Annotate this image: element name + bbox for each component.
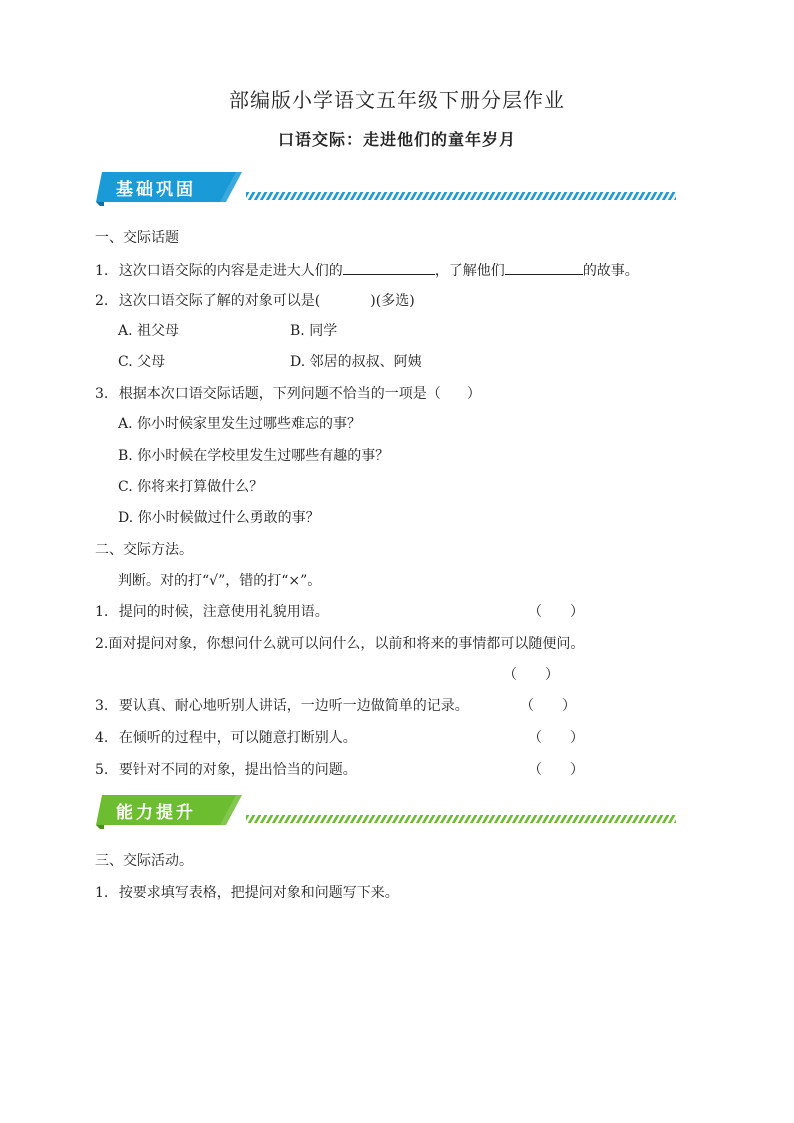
part2-intro: 判断。对的打“√”，错的打“×”。 xyxy=(118,573,322,589)
option-a: A. 祖父母 xyxy=(118,323,180,339)
judge-item-2: 2.面对提问对象，你想问什么就可以问什么，以前和将来的事情都可以随便问。 xyxy=(95,636,585,652)
option-d: D. 邻居的叔叔、阿姨 xyxy=(290,354,422,370)
part3-question-1: 1. 按要求填写表格，把提问对象和问题写下来。 xyxy=(95,885,399,901)
page-subtitle: 口语交际：走进他们的童年岁月 xyxy=(277,130,516,149)
judge-item-3: 3. 要认真、耐心地听别人讲话，一边听一边做简单的记录。 xyxy=(95,698,469,714)
judge-item-4: 4. 在倾听的过程中，可以随意打断别人。 xyxy=(95,730,357,746)
judge-paren-5[interactable]: （ ） xyxy=(528,762,584,778)
judge-paren-1[interactable]: （ ） xyxy=(528,604,584,620)
option-c: C. 父母 xyxy=(118,354,166,370)
option-b: B. 同学 xyxy=(290,323,338,339)
part2-heading: 二、交际方法。 xyxy=(95,542,193,558)
option-d: D. 你小时候做过什么勇敢的事？ xyxy=(118,510,320,526)
part3-heading: 三、交际活动。 xyxy=(95,853,193,869)
section-label-basic: 基础巩固 xyxy=(116,180,196,200)
section-label-advanced: 能力提升 xyxy=(116,803,196,823)
judge-paren-4[interactable]: （ ） xyxy=(528,730,584,746)
answer-blank-1[interactable] xyxy=(343,260,435,275)
judge-item-5: 5. 要针对不同的对象，提出恰当的问题。 xyxy=(95,762,357,778)
judge-paren-2[interactable]: （ ） xyxy=(503,667,559,683)
answer-blank-2[interactable] xyxy=(505,260,583,275)
part1-heading: 一、交际话题 xyxy=(95,230,179,246)
judge-item-1: 1. 提问的时候，注意使用礼貌用语。 xyxy=(95,604,329,620)
judge-paren-3[interactable]: （ ） xyxy=(520,698,576,714)
page-title: 部编版小学语文五年级下册分层作业 xyxy=(229,88,565,112)
option-c: C. 你将来打算做什么？ xyxy=(118,479,264,495)
option-a: A. 你小时候家里发生过哪些难忘的事？ xyxy=(118,416,362,432)
section-banner-advanced xyxy=(96,795,676,829)
section-banner-basic xyxy=(96,172,676,206)
option-b: B. 你小时候在学校里发生过哪些有趣的事？ xyxy=(118,448,390,464)
part1-question-2: 2. 这次口语交际了解的对象可以是( )(多选) xyxy=(95,293,415,309)
part1-question-3: 3. 根据本次口语交际话题，下列问题不恰当的一项是（ ） xyxy=(95,386,481,402)
part1-question-1: 1. 这次口语交际的内容是走进大人们的 ，了解他们 的故事。 xyxy=(95,260,639,280)
